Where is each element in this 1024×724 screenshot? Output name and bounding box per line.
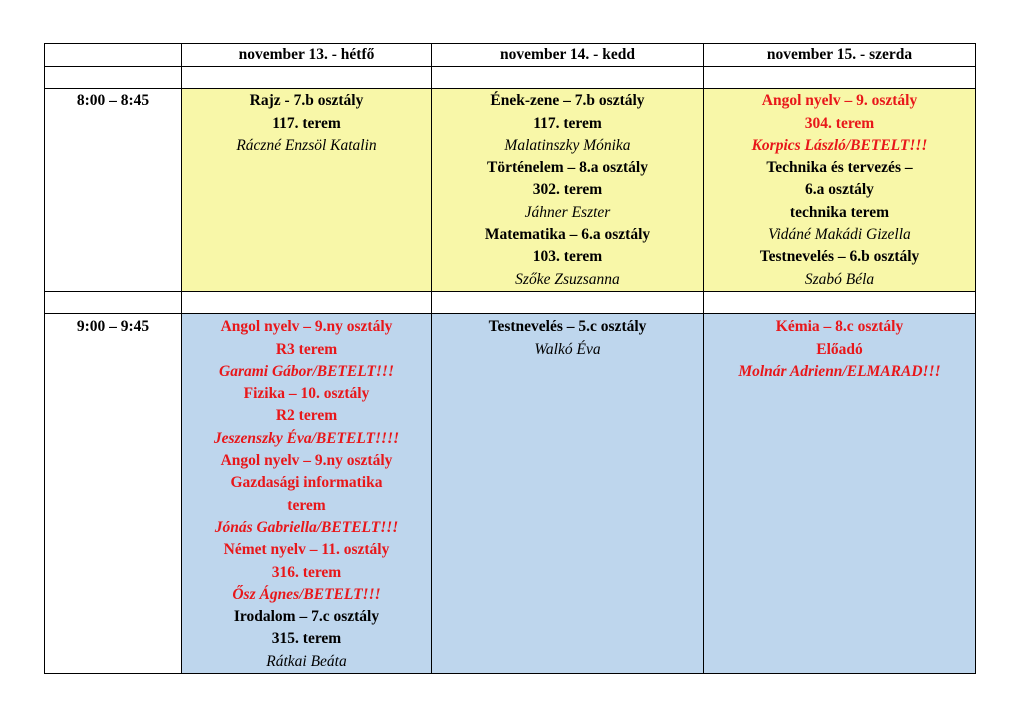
lesson-subject: Történelem – 8.a osztály (487, 159, 648, 177)
lesson-teacher: Rátkai Beáta (266, 652, 347, 670)
lesson-teacher: Walkó Éva (534, 340, 601, 358)
lesson-subject: Matematika – 6.a osztály (484, 226, 651, 244)
lesson-room: R3 terem (275, 340, 338, 358)
lesson-teacher: Molnár Adrienn/ELMARAD!!! (738, 362, 941, 380)
lesson-room: 117. terem (272, 114, 341, 132)
day-header: november 14. - kedd (432, 44, 704, 67)
schedule-table (44, 43, 976, 674)
lesson-room: R2 terem (275, 407, 338, 425)
lesson-subject: Technika és tervezés – (766, 159, 913, 177)
spacer-row (45, 292, 976, 314)
lesson-entry (182, 539, 431, 606)
spacer-row (45, 67, 976, 89)
lesson-subject: Kémia – 8.c osztály (775, 318, 904, 336)
lesson-subject: Német nyelv – 11. osztály (223, 541, 390, 559)
lesson-entry (704, 246, 975, 291)
lesson-room: technika terem (789, 203, 890, 221)
lesson-teacher: Ősz Ágnes/BETELT!!! (232, 585, 381, 603)
lesson-teacher: Szabó Béla (804, 270, 875, 288)
lesson-teacher: Vidáné Makádi Gizella (768, 226, 911, 244)
lesson-room: 315. terem (271, 630, 342, 648)
lesson-cell (182, 89, 432, 292)
corner-cell (45, 44, 182, 67)
time-cell: 9:00 – 9:45 (45, 314, 182, 674)
time-cell: 8:00 – 8:45 (45, 89, 182, 292)
lesson-room: Gazdasági informatika (230, 474, 383, 492)
lesson-subject: Testnevelés – 5.c osztály (488, 318, 647, 336)
lesson-room-cont: terem (287, 496, 326, 514)
slot-row (45, 314, 976, 674)
lesson-teacher: Jónás Gabriella/BETELT!!! (214, 518, 399, 536)
lesson-subject: Angol nyelv – 9.ny osztály (220, 318, 393, 336)
lesson-entry (432, 316, 703, 361)
lesson-entry (182, 90, 431, 157)
lesson-teacher: Ráczné Enzsöl Katalin (236, 136, 377, 154)
lesson-teacher: Jáhner Eszter (524, 203, 611, 221)
lesson-entry (704, 90, 975, 157)
lesson-entry (182, 606, 431, 673)
day-header: november 13. - hétfő (182, 44, 432, 67)
lesson-cell (432, 89, 704, 292)
day-header: november 15. - szerda (704, 44, 976, 67)
lesson-cell (704, 314, 976, 674)
lesson-subject: Testnevelés – 6.b osztály (759, 248, 920, 266)
lesson-room: 117. terem (533, 114, 602, 132)
lesson-teacher: Szőke Zsuzsanna (515, 270, 620, 288)
lesson-subject: Angol nyelv – 9. osztály (761, 92, 918, 110)
lesson-room: 103. terem (532, 248, 603, 266)
lesson-teacher: Malatinszky Mónika (504, 136, 631, 154)
lesson-subject: Ének-zene – 7.b osztály (490, 92, 645, 110)
lesson-teacher: Korpics László/BETELT!!! (751, 136, 928, 154)
lesson-subject: Fizika – 10. osztály (243, 385, 370, 403)
slot-row (45, 89, 976, 292)
lesson-cell (432, 314, 704, 674)
lesson-entry (432, 90, 703, 157)
lesson-entry (182, 316, 431, 383)
lesson-room: 304. terem (804, 114, 875, 132)
lesson-entry (182, 383, 431, 450)
lesson-room: 316. terem (271, 563, 342, 581)
lesson-subject: Irodalom – 7.c osztály (233, 608, 380, 626)
lesson-subject: Rajz - 7.b osztály (249, 92, 364, 110)
lesson-entry (182, 450, 431, 539)
lesson-room: Előadó (816, 340, 863, 358)
header-row (45, 44, 976, 67)
lesson-teacher: Garami Gábor/BETELT!!! (219, 362, 394, 380)
lesson-cell (182, 314, 432, 674)
lesson-entry (704, 157, 975, 246)
lesson-subject-cont: 6.a osztály (805, 181, 874, 199)
lesson-cell (704, 89, 976, 292)
lesson-entry (432, 224, 703, 291)
lesson-subject: Angol nyelv – 9.ny osztály (220, 452, 393, 470)
lesson-entry (432, 157, 703, 224)
lesson-entry (704, 316, 975, 383)
lesson-room: 302. terem (532, 181, 603, 199)
lesson-teacher: Jeszenszky Éva/BETELT!!!! (213, 429, 400, 447)
